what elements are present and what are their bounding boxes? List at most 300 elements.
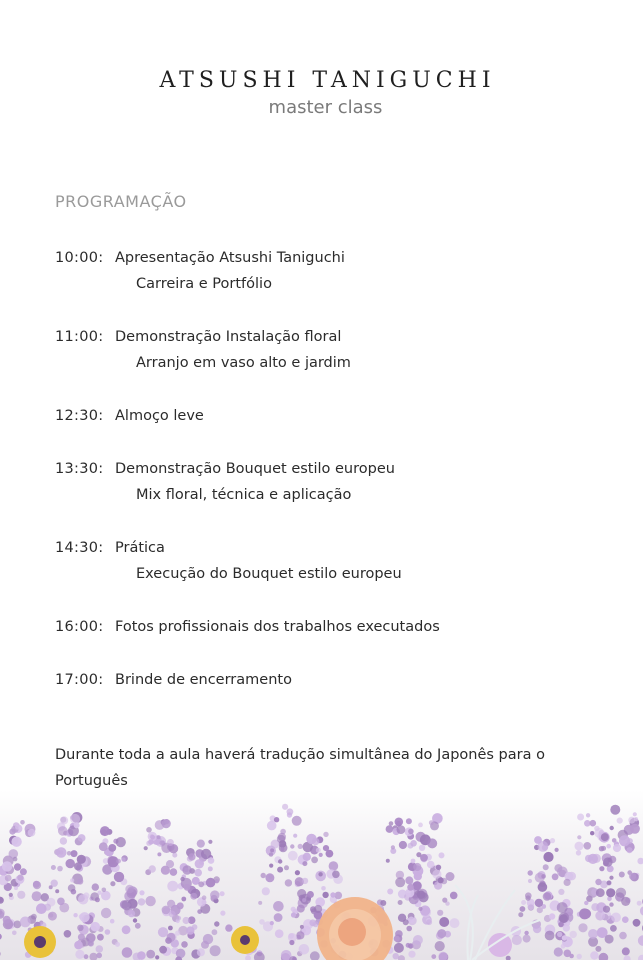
lilac-blossom	[208, 840, 212, 844]
lilac-blossom	[619, 872, 625, 878]
lilac-blossom	[77, 925, 83, 931]
lilac-blossom	[70, 878, 74, 882]
lilac-blossom	[183, 917, 190, 924]
lilac-blossom	[302, 878, 308, 884]
lilac-blossom	[567, 872, 576, 881]
lilac-blossom	[605, 935, 614, 944]
translation-note: Durante toda a aula haverá tradução simultânea do Japonês para o Português	[55, 747, 545, 789]
lilac-blossom	[289, 940, 294, 945]
header	[0, 68, 643, 118]
schedule-time: 10:00:	[55, 250, 104, 266]
lilac-blossom	[103, 858, 109, 864]
lilac-blossom	[201, 941, 209, 949]
lilac-blossom	[212, 929, 218, 935]
lilac-blossom	[73, 913, 77, 917]
section-title: PROGRAMAÇÃO	[55, 192, 187, 211]
lilac-blossom	[537, 907, 543, 913]
lilac-blossom	[214, 921, 219, 926]
lilac-blossom	[408, 917, 415, 924]
lilac-blossom	[210, 890, 219, 899]
lilac-blossom	[115, 942, 120, 947]
lilac-blossom	[313, 921, 319, 927]
lilac-blossom	[307, 891, 314, 898]
lilac-blossom	[543, 852, 553, 862]
lilac-blossom	[322, 892, 328, 898]
lilac-blossom	[533, 925, 541, 933]
lilac-blossom	[181, 897, 186, 902]
schedule-list	[55, 245, 615, 720]
lilac-blossom	[590, 831, 594, 835]
lilac-blossom	[634, 817, 638, 821]
lilac-blossom	[302, 898, 306, 902]
lilac-blossom	[88, 940, 94, 946]
lilac-blossom	[75, 950, 84, 959]
lilac-blossom	[318, 872, 322, 876]
lilac-blossom	[225, 924, 232, 931]
lilac-blossom	[110, 881, 115, 886]
lilac-blossom	[399, 841, 407, 849]
lilac-blossom	[418, 907, 422, 911]
lilac-blossom	[411, 859, 416, 864]
schedule-detail: Arranjo em vaso alto e jardim	[136, 355, 351, 371]
lilac-blossom	[101, 908, 111, 918]
lilac-blossom	[543, 864, 549, 870]
lilac-blossom	[13, 857, 18, 862]
lilac-blossom	[630, 824, 640, 834]
lilac-blossom	[9, 829, 15, 835]
lilac-blossom	[277, 867, 283, 873]
lilac-blossom	[387, 889, 393, 895]
lilac-blossom	[14, 863, 21, 870]
lilac-blossom	[278, 859, 282, 863]
lilac-blossom	[100, 826, 110, 836]
lilac-blossom	[558, 922, 563, 927]
lilac-blossom	[611, 913, 621, 923]
lilac-blossom	[332, 871, 340, 879]
schedule-detail: Execução do Bouquet estilo europeu	[136, 566, 402, 582]
lilac-blossom	[552, 873, 559, 880]
lilac-blossom	[14, 886, 18, 890]
lilac-blossom	[90, 922, 100, 932]
lilac-blossom	[606, 844, 611, 849]
lilac-blossom	[32, 891, 42, 901]
lilac-blossom	[269, 852, 273, 856]
lilac-blossom	[386, 825, 394, 833]
schedule-title: Apresentação Atsushi Taniguchi	[115, 250, 345, 266]
lilac-blossom	[413, 881, 422, 890]
lilac-blossom	[270, 848, 274, 852]
lilac-blossom	[427, 861, 435, 869]
lilac-blossom	[68, 884, 76, 892]
lilac-blossom	[70, 814, 80, 824]
lilac-blossom	[543, 892, 552, 901]
lilac-blossom	[2, 861, 12, 871]
schedule-item	[55, 667, 615, 720]
lilac-blossom	[588, 929, 598, 939]
lilac-blossom	[518, 912, 523, 917]
lilac-blossom	[395, 877, 405, 887]
lilac-blossom	[584, 901, 588, 905]
lilac-blossom	[595, 946, 601, 952]
lilac-blossom	[591, 903, 599, 911]
lilac-blossom	[12, 931, 17, 936]
lilac-blossom	[139, 890, 144, 895]
lilac-blossom	[520, 906, 526, 912]
lilac-blossom	[300, 925, 304, 929]
lilac-blossom	[177, 902, 184, 909]
lilac-blossom	[170, 868, 178, 876]
lilac-blossom	[525, 892, 532, 899]
lilac-blossom	[83, 892, 89, 898]
lilac-blossom	[202, 895, 207, 900]
lilac-blossom	[550, 838, 555, 843]
lilac-blossom	[285, 879, 292, 886]
lilac-blossom	[535, 899, 543, 907]
lilac-blossom	[159, 840, 164, 845]
lilac-blossom	[270, 921, 274, 925]
lilac-blossom	[135, 923, 141, 929]
lilac-blossom	[386, 859, 390, 863]
lilac-blossom	[49, 913, 53, 917]
lilac-blossom	[210, 945, 221, 956]
lilac-blossom	[55, 889, 59, 893]
lilac-blossom	[403, 919, 409, 925]
lilac-blossom	[125, 885, 134, 894]
lilac-blossom	[58, 826, 68, 836]
lilac-blossom	[391, 845, 395, 849]
lilac-blossom	[417, 891, 425, 899]
lilac-blossom	[102, 888, 107, 893]
lilac-blossom	[96, 945, 104, 953]
lilac-blossom	[302, 861, 307, 866]
lilac-blossom	[394, 943, 404, 953]
schedule-item	[55, 245, 615, 324]
schedule-time: 14:30:	[55, 540, 104, 556]
lilac-blossom	[442, 898, 447, 903]
lilac-blossom	[157, 835, 161, 839]
schedule-detail: Carreira e Portfólio	[136, 276, 272, 292]
lilac-blossom	[150, 835, 155, 840]
lilac-blossom	[11, 837, 21, 847]
schedule-time: 17:00:	[55, 672, 104, 688]
lilac-blossom	[33, 881, 40, 888]
schedule-detail: Mix floral, técnica e aplicação	[136, 487, 352, 503]
lilac-blossom	[439, 852, 445, 858]
lilac-blossom	[77, 855, 86, 864]
lilac-blossom	[277, 835, 286, 844]
lilac-blossom	[176, 916, 181, 921]
lilac-blossom	[56, 847, 67, 858]
lilac-blossom	[512, 935, 522, 945]
lilac-blossom	[439, 917, 449, 927]
lilac-blossom	[261, 873, 266, 878]
lilac-blossom	[274, 913, 283, 922]
lilac-blossom	[206, 878, 216, 888]
lilac-blossom	[413, 935, 423, 945]
lilac-blossom	[528, 903, 535, 910]
lilac-blossom	[450, 892, 458, 900]
lilac-blossom	[105, 929, 111, 935]
lilac-blossom	[57, 898, 65, 906]
lilac-blossom	[197, 840, 205, 848]
lilac-blossom	[330, 892, 335, 897]
lilac-blossom	[432, 870, 441, 879]
lilac-blossom	[622, 916, 629, 923]
lilac-blossom	[610, 805, 620, 815]
lilac-blossom	[101, 891, 111, 901]
lilac-blossom	[9, 893, 13, 897]
schedule-title: Brinde de encerramento	[115, 672, 292, 688]
lilac-blossom	[220, 891, 225, 896]
lilac-blossom	[413, 863, 421, 871]
lilac-blossom	[407, 884, 414, 891]
lilac-blossom	[380, 900, 386, 906]
schedule-item	[55, 324, 615, 403]
lilac-blossom	[523, 935, 531, 943]
lilac-blossom	[190, 893, 197, 900]
lilac-blossom	[562, 935, 568, 941]
lilac-blossom	[296, 931, 304, 939]
lilac-blossom	[57, 866, 63, 872]
lilac-blossom	[97, 934, 104, 941]
lilac-blossom	[297, 889, 306, 898]
schedule-item	[55, 456, 615, 535]
lilac-blossom	[291, 912, 296, 917]
lilac-blossom	[419, 845, 425, 851]
lilac-blossom	[197, 948, 205, 956]
lilac-blossom	[528, 870, 533, 875]
lilac-blossom	[44, 904, 51, 911]
lilac-blossom	[184, 884, 191, 891]
lilac-blossom	[406, 926, 412, 932]
lilac-blossom	[578, 923, 587, 932]
lilac-blossom	[146, 950, 155, 959]
lilac-blossom	[262, 887, 270, 895]
lilac-blossom	[275, 929, 284, 938]
lilac-blossom	[259, 919, 265, 925]
lilac-blossom	[557, 932, 562, 937]
lilac-blossom	[175, 930, 180, 935]
schedule-time: 13:30:	[55, 461, 104, 477]
lilac-blossom	[9, 849, 19, 859]
schedule-title: Demonstração Bouquet estilo europeu	[115, 461, 395, 477]
flowers-illustration	[0, 790, 643, 960]
schedule-time: 11:00:	[55, 329, 104, 345]
lilac-blossom	[559, 914, 568, 923]
lilac-blossom	[408, 829, 414, 835]
schedule-title: Prática	[115, 540, 165, 556]
lilac-blossom	[590, 820, 597, 827]
lilac-blossom	[20, 820, 25, 825]
lilac-blossom	[389, 821, 394, 826]
lilac-blossom	[164, 819, 169, 824]
lilac-blossom	[601, 846, 606, 851]
lilac-blossom	[321, 886, 326, 891]
lilac-blossom	[167, 881, 178, 892]
lilac-blossom	[538, 882, 548, 892]
lilac-blossom	[395, 818, 404, 827]
lilac-blossom	[167, 839, 174, 846]
schedule-item	[55, 403, 615, 456]
lilac-blossom	[311, 857, 318, 864]
lilac-blossom	[128, 910, 135, 917]
lilac-blossom	[524, 931, 528, 935]
lilac-blossom	[116, 859, 121, 864]
lilac-blossom	[282, 804, 288, 810]
lilac-blossom	[180, 877, 184, 881]
lilac-blossom	[429, 820, 434, 825]
lilac-blossom	[545, 931, 555, 941]
lilac-blossom	[166, 860, 174, 868]
lilac-blossom	[17, 874, 23, 880]
lilac-blossom	[74, 822, 80, 828]
lilac-blossom	[28, 829, 36, 837]
lilac-blossom	[561, 944, 566, 949]
lilac-blossom	[265, 873, 274, 882]
lilac-blossom	[595, 879, 601, 885]
lilac-blossom	[576, 850, 581, 855]
lilac-blossom	[610, 925, 617, 932]
lilac-blossom	[80, 912, 90, 922]
lilac-blossom	[319, 853, 323, 857]
lilac-blossom	[114, 872, 124, 882]
lilac-blossom	[144, 846, 148, 850]
lilac-blossom	[96, 953, 102, 959]
lilac-blossom	[145, 896, 155, 906]
lilac-blossom	[619, 932, 627, 940]
lilac-blossom	[431, 954, 436, 959]
lilac-blossom	[146, 827, 152, 833]
lilac-blossom	[159, 946, 167, 954]
lilac-blossom	[186, 926, 194, 934]
lilac-blossom	[208, 857, 215, 864]
lilac-blossom	[570, 931, 577, 938]
lilac-blossom	[577, 814, 584, 821]
lilac-blossom	[637, 901, 642, 906]
schedule-time: 12:30:	[55, 408, 104, 424]
lilac-blossom	[77, 878, 83, 884]
lilac-blossom	[298, 844, 303, 849]
lilac-blossom	[590, 951, 598, 959]
lilac-blossom	[314, 905, 322, 913]
lilac-blossom	[607, 881, 612, 886]
lilac-blossom	[577, 835, 581, 839]
lilac-blossom	[20, 917, 31, 928]
event-subtitle: master class	[268, 97, 383, 118]
lilac-blossom	[569, 954, 574, 959]
lilac-blossom	[78, 834, 86, 842]
schedule-title: Fotos profissionais dos trabalhos executados	[115, 619, 440, 635]
lilac-blossom	[122, 947, 133, 958]
lilac-blossom	[149, 865, 156, 872]
lilac-blossom	[585, 855, 592, 862]
lilac-blossom	[5, 875, 12, 882]
lilac-blossom	[610, 826, 614, 830]
lilac-blossom	[292, 816, 302, 826]
lilac-blossom	[284, 865, 289, 870]
lilac-blossom	[427, 838, 437, 848]
schedule-title: Demonstração Instalação floral	[115, 329, 342, 345]
schedule-time: 16:00:	[55, 619, 104, 635]
lilac-blossom	[108, 844, 116, 852]
lilac-blossom	[603, 906, 610, 913]
lilac-blossom	[274, 817, 279, 822]
lilac-blossom	[287, 808, 294, 815]
lilac-blossom	[617, 818, 623, 824]
lilac-blossom	[220, 911, 225, 916]
lilac-blossom	[17, 891, 25, 899]
lilac-blossom	[450, 918, 460, 928]
lilac-blossom	[155, 955, 159, 959]
lilac-blossom	[394, 936, 400, 942]
lilac-blossom	[436, 865, 441, 870]
lilac-blossom	[121, 857, 125, 861]
lilac-blossom	[116, 837, 126, 847]
lilac-blossom	[555, 848, 559, 852]
lilac-blossom	[316, 848, 321, 853]
lilac-blossom	[299, 944, 310, 955]
lilac-blossom	[426, 919, 432, 925]
lilac-blossom	[290, 844, 294, 848]
lilac-blossom	[155, 820, 165, 830]
lilac-blossom	[3, 916, 11, 924]
lilac-blossom	[269, 864, 273, 868]
lilac-blossom	[626, 847, 632, 853]
lilac-blossom	[138, 898, 145, 905]
lilac-blossom	[633, 919, 641, 927]
lilac-blossom	[521, 900, 526, 905]
lilac-blossom	[437, 910, 443, 916]
lilac-blossom	[74, 941, 83, 950]
lilac-blossom	[586, 813, 590, 817]
lilac-blossom	[622, 947, 630, 955]
lilac-blossom	[66, 859, 75, 868]
floral-border-image	[0, 790, 643, 960]
instructor-name: ATSUSHI TANIGUCHI	[159, 68, 496, 93]
lilac-blossom	[420, 854, 428, 862]
lilac-blossom	[288, 851, 298, 861]
lilac-blossom	[408, 951, 415, 958]
lilac-blossom	[181, 941, 188, 948]
lilac-blossom	[577, 954, 582, 959]
lilac-blossom	[410, 840, 417, 847]
lilac-blossom	[273, 901, 284, 912]
lilac-blossom	[188, 853, 195, 860]
lilac-blossom	[633, 812, 637, 816]
lilac-blossom	[323, 832, 328, 837]
lilac-blossom	[541, 874, 546, 879]
lilac-blossom	[621, 897, 630, 906]
lilac-blossom	[148, 839, 153, 844]
lilac-blossom	[312, 838, 320, 846]
lilac-blossom	[168, 926, 173, 931]
lilac-blossom	[406, 818, 412, 824]
lilac-blossom	[613, 844, 621, 852]
lilac-blossom	[121, 900, 131, 910]
lilac-blossom	[267, 821, 277, 831]
lilac-blossom	[617, 897, 621, 901]
lilac-blossom	[99, 842, 108, 851]
lilac-blossom	[549, 913, 555, 919]
lilac-blossom	[528, 879, 532, 883]
lilac-blossom	[393, 953, 399, 959]
lilac-blossom	[122, 925, 131, 934]
lilac-blossom	[15, 824, 20, 829]
schedule-title: Almoço leve	[115, 408, 204, 424]
lilac-blossom	[258, 901, 262, 905]
lilac-blossom	[198, 881, 204, 887]
lilac-blossom	[557, 902, 568, 913]
